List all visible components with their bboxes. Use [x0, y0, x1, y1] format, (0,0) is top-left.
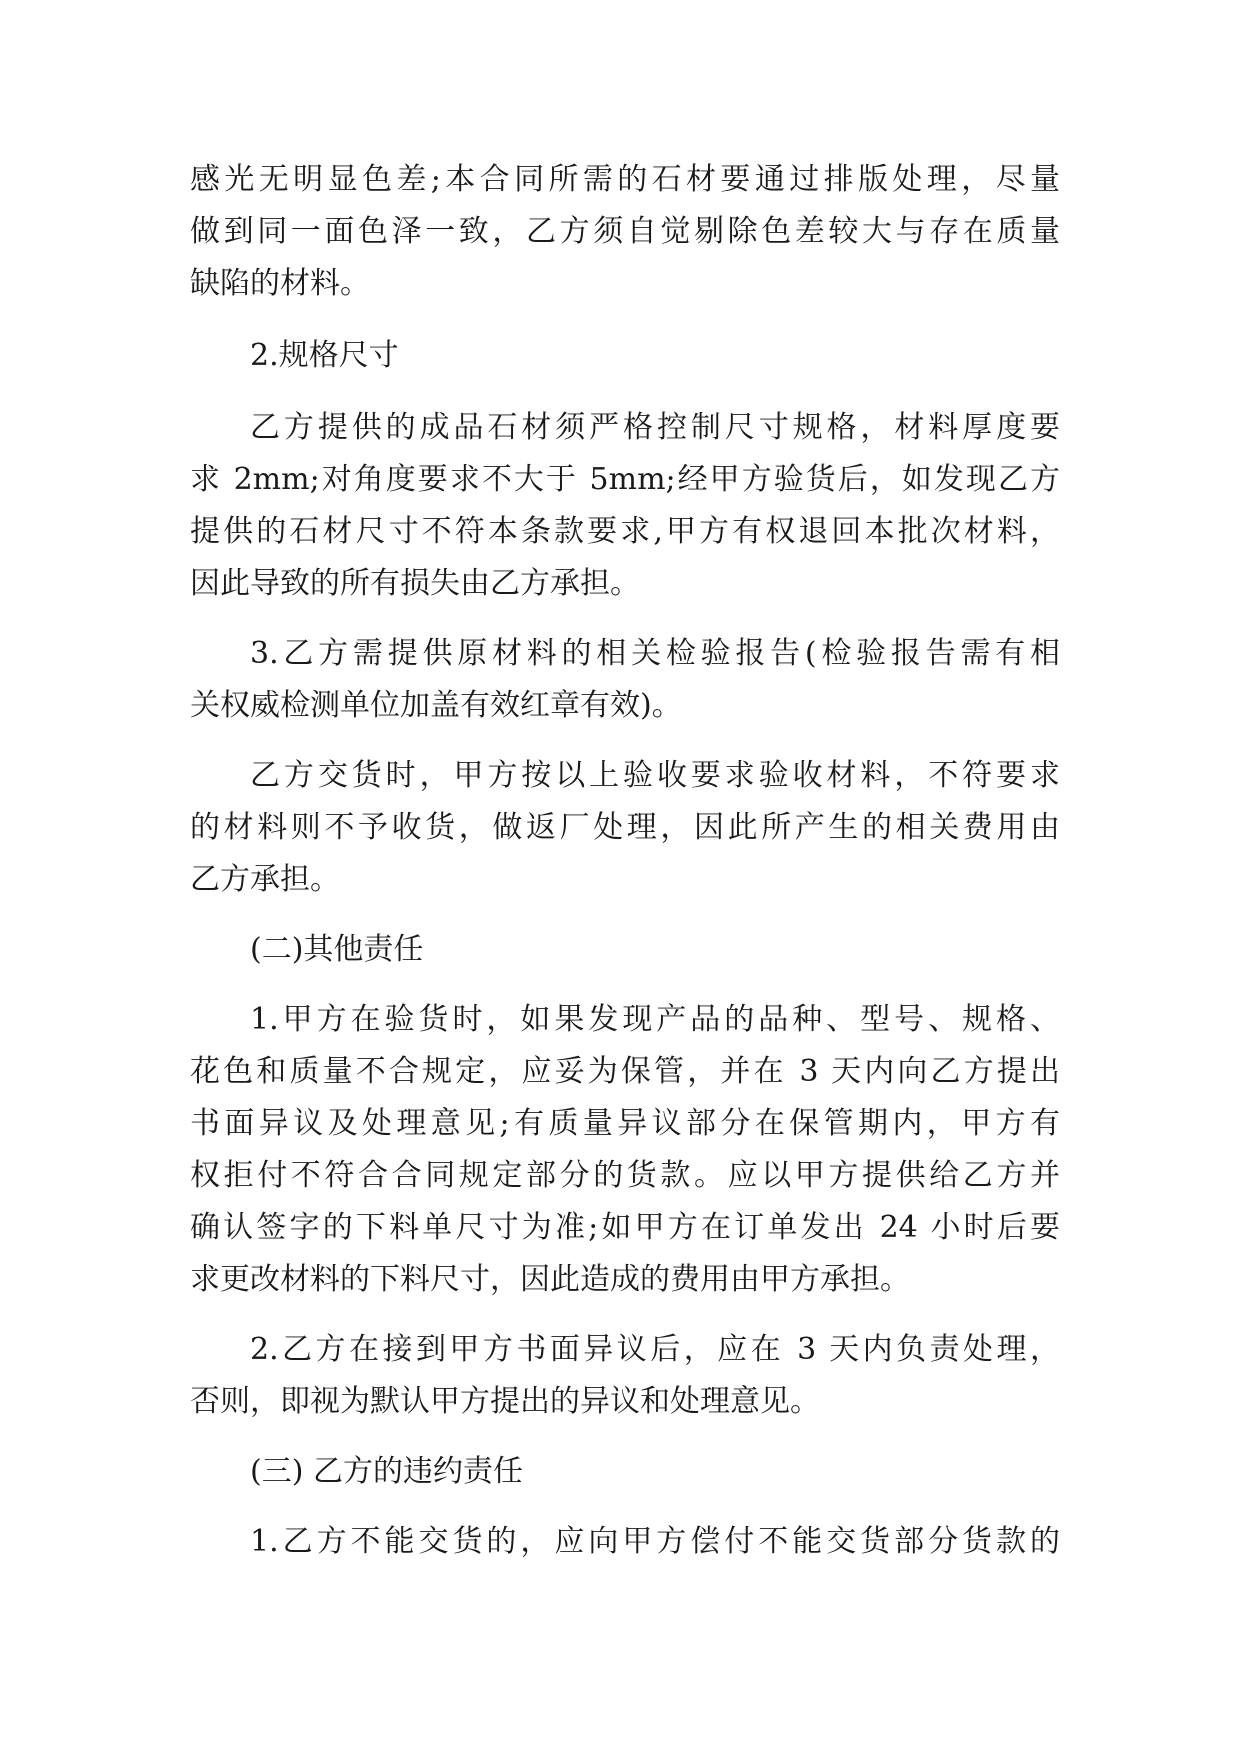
text-line: 书面异议及处理意见;有质量异议部分在保管期内，甲方有 [190, 1106, 1060, 1141]
text-line: 否则，即视为默认甲方提出的异议和处理意见。 [190, 1384, 820, 1419]
text-line: 因此导致的所有损失由乙方承担。 [190, 566, 640, 601]
text-line: 确认签字的下料单尺寸为准;如甲方在订单发出 24 小时后要 [190, 1210, 1060, 1245]
text-line: 乙方承担。 [190, 862, 340, 897]
section-heading: (二)其他责任 [250, 932, 424, 967]
text-line: 1.乙方不能交货的，应向甲方偿付不能交货部分货款的 [250, 1524, 1060, 1559]
text-line: 感光无明显色差;本合同所需的石材要通过排版处理，尽量 [190, 162, 1060, 197]
text-line: 提供的石材尺寸不符本条款要求,甲方有权退回本批次材料， [190, 514, 1060, 549]
text-line: 1.甲方在验货时，如果发现产品的品种、型号、规格、 [250, 1002, 1060, 1037]
text-line: 的材料则不予收货，做返厂处理，因此所产生的相关费用由 [190, 810, 1060, 845]
text-line: 关权威检测单位加盖有效红章有效)。 [190, 688, 682, 723]
text-line: 权拒付不符合合同规定部分的货款。应以甲方提供给乙方并 [190, 1158, 1060, 1193]
text-line: 乙方交货时，甲方按以上验收要求验收材料，不符要求 [250, 758, 1060, 793]
text-line: 做到同一面色泽一致，乙方须自觉剔除色差较大与存在质量 [190, 214, 1060, 249]
text-line: 乙方提供的成品石材须严格控制尺寸规格，材料厚度要 [250, 410, 1060, 445]
section-heading: 2.规格尺寸 [250, 338, 399, 373]
text-line: 求 2mm;对角度要求不大于 5mm;经甲方验货后，如发现乙方 [190, 462, 1060, 497]
text-line: 缺陷的材料。 [190, 266, 370, 301]
text-line: 求更改材料的下料尺寸，因此造成的费用由甲方承担。 [190, 1262, 910, 1297]
text-line: 3.乙方需提供原材料的相关检验报告(检验报告需有相 [250, 636, 1060, 671]
text-line: 花色和质量不合规定，应妥为保管，并在 3 天内向乙方提出 [190, 1054, 1060, 1089]
text-line: 2.乙方在接到甲方书面异议后，应在 3 天内负责处理， [250, 1332, 1060, 1367]
section-heading: (三) 乙方的违约责任 [250, 1454, 523, 1489]
